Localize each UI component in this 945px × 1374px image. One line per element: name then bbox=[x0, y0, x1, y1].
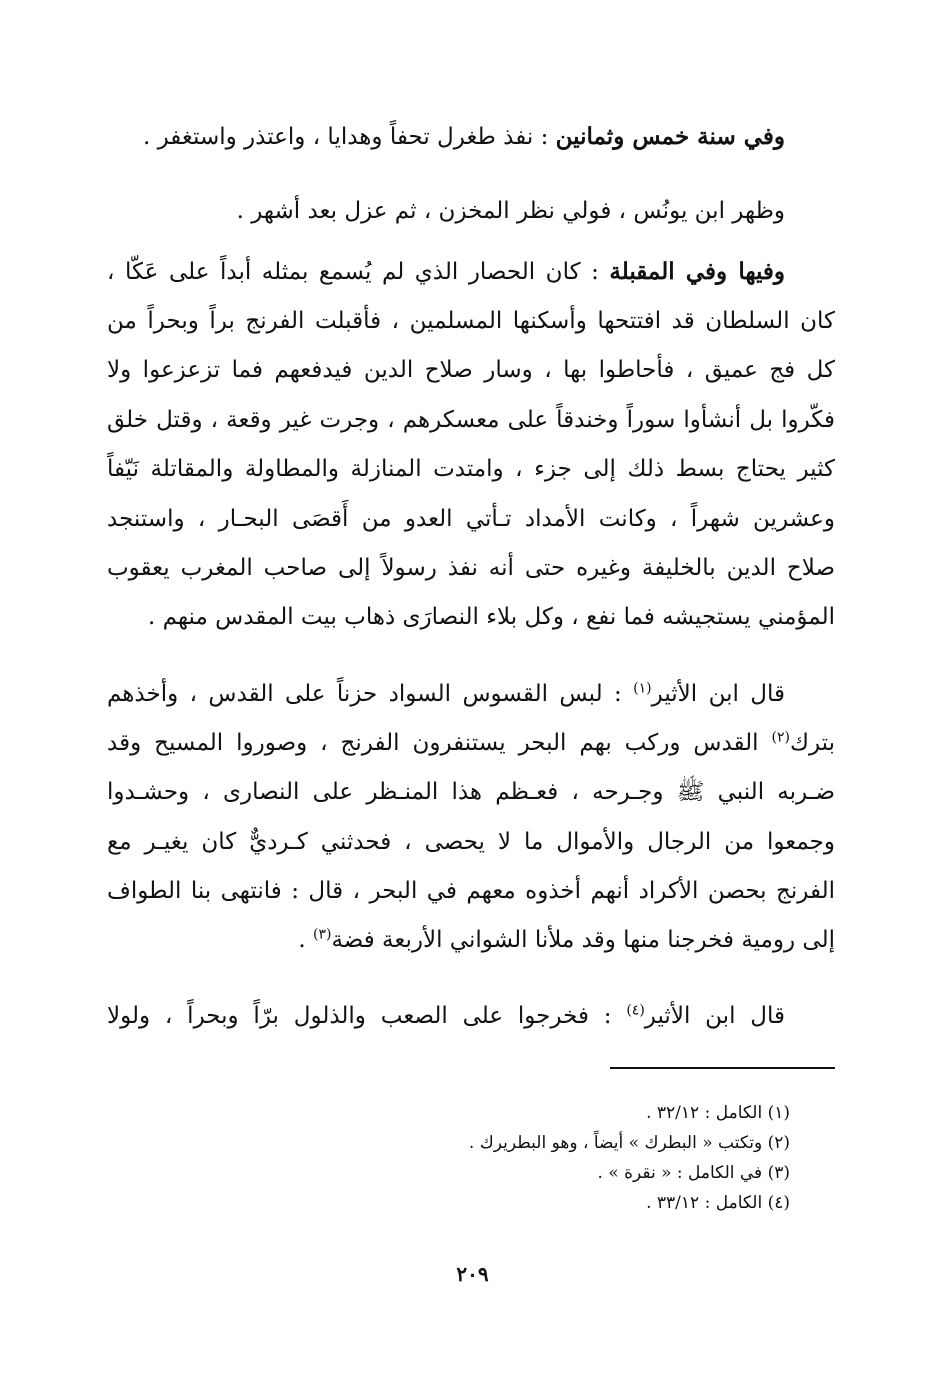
acre-siege-line-4: فكّروا بل أنشأوا سوراً وخندقاً على معسكرهم ، وجرت غير وقعة ، وقتل خلق bbox=[107, 407, 835, 433]
acre-siege-line-8: المؤمني يستجيشه فما نفع ، وكل بلاء النصارَى ذهاب بيت المقدس منهم . bbox=[148, 604, 835, 630]
paragraph-text: وظهر ابن يونُس ، فولي نظر المخزن ، ثم عزل بعد أشهر . bbox=[236, 198, 785, 224]
quote-text: : فخرجوا على الصعب والذلول برّاً وبحراً ، ولولا bbox=[107, 1003, 627, 1029]
ibn-athir-quote-line-2 bbox=[107, 723, 835, 763]
quote-text: . bbox=[298, 927, 313, 953]
page-number: ٢٠٩ bbox=[456, 1262, 489, 1286]
acre-siege-line-1 bbox=[107, 252, 785, 292]
footnote-1: (١) الكامل : ٣٢/١٢ . bbox=[646, 1103, 790, 1123]
footnote-4: (٤) الكامل : ٣٣/١٢ . bbox=[646, 1193, 790, 1213]
footnote-ref-1: (١) bbox=[633, 680, 652, 697]
ibn-athir-second-quote bbox=[107, 996, 785, 1036]
acre-siege-line-5: كثير يحتاج بسط ذلك إلى جزء ، وامتدت المنازلة والمطاولة والمقاتلة نَيّفاً bbox=[107, 456, 835, 482]
quote-text: : لبس القسوس السواد حزناً على القدس ، وأخذهم bbox=[107, 681, 634, 707]
footnote-separator bbox=[610, 1067, 835, 1069]
ibn-athir-quote-line-5: الفرنج بحصن الأكراد أنهم أخذوه معهم في البحر ، قال : فانتهى بنا الطواف bbox=[107, 878, 835, 904]
acre-siege-line-7: صلاح الدين بالخليفة وغيره حتى أنه نفذ رسولاً إلى صاحب المغرب يعقوب bbox=[107, 555, 835, 581]
section-heading: وفيها وفي المقبلة bbox=[609, 258, 785, 285]
footnote-ref-4: (٤) bbox=[626, 1002, 645, 1019]
paragraph-text: : نفذ طغرل تحفاً وهدايا ، واعتذر واستغفر . bbox=[142, 124, 556, 150]
acre-siege-line-6: وعشرين شهراً ، وكانت الأمداد تـأتي العدو من أَقصَى البحـار ، واستنجد bbox=[107, 506, 835, 532]
quote-text: قال ابن الأثير bbox=[644, 1003, 785, 1029]
quote-text: بترك bbox=[790, 730, 835, 756]
paragraph-ibn-yunus bbox=[107, 191, 785, 231]
footnote-ref-3: (٣) bbox=[313, 926, 332, 943]
paragraph-year-85 bbox=[107, 117, 785, 157]
quote-text: قال ابن الأثير bbox=[651, 681, 785, 707]
year-heading: وفي سنة خمس وثمانين bbox=[555, 123, 785, 150]
footnote-3: (٣) في الكامل : « نقرة » . bbox=[597, 1163, 790, 1183]
footnote-ref-2: (٢) bbox=[771, 729, 790, 746]
ibn-athir-quote-line-1 bbox=[107, 674, 785, 714]
quote-text: القدس وركب بهم البحر يستنفرون الفرنج ، وصوروا المسيح وقد bbox=[107, 730, 772, 756]
quote-text: إلى رومية فخرجنا منها وقد ملأنا الشواني الأربعة فضة bbox=[331, 927, 835, 953]
acre-siege-line-2: كان السلطان قد افتتحها وأسكنها المسلمين ، فأقبلت الفرنج براً وبحراً من bbox=[107, 308, 835, 334]
acre-siege-line-3: كل فج عميق ، فأحاطوا بها ، وسار صلاح الدين فيدفعهم فما تزعزعوا ولا bbox=[107, 357, 835, 383]
ibn-athir-quote-line-4: وجمعوا من الرجال والأموال ما لا يحصى ، فحدثني كـرديٌّ كان يغيـر مع bbox=[107, 829, 835, 855]
paragraph-text: : كان الحصار الذي لم يُسمع بمثله أبداً على عَكّا ، bbox=[107, 259, 610, 285]
ibn-athir-quote-line-3: ضـربه النبي ﷺ وجـرحه ، فعـظم هذا المنـظر على النصارى ، وحشـدوا bbox=[107, 779, 835, 805]
footnotes-list bbox=[170, 1098, 790, 1218]
footnote-2: (٢) وتكتب « البطرك » أيضاً ، وهو البطريرك . bbox=[468, 1133, 790, 1153]
ibn-athir-quote-line-6 bbox=[107, 920, 835, 960]
